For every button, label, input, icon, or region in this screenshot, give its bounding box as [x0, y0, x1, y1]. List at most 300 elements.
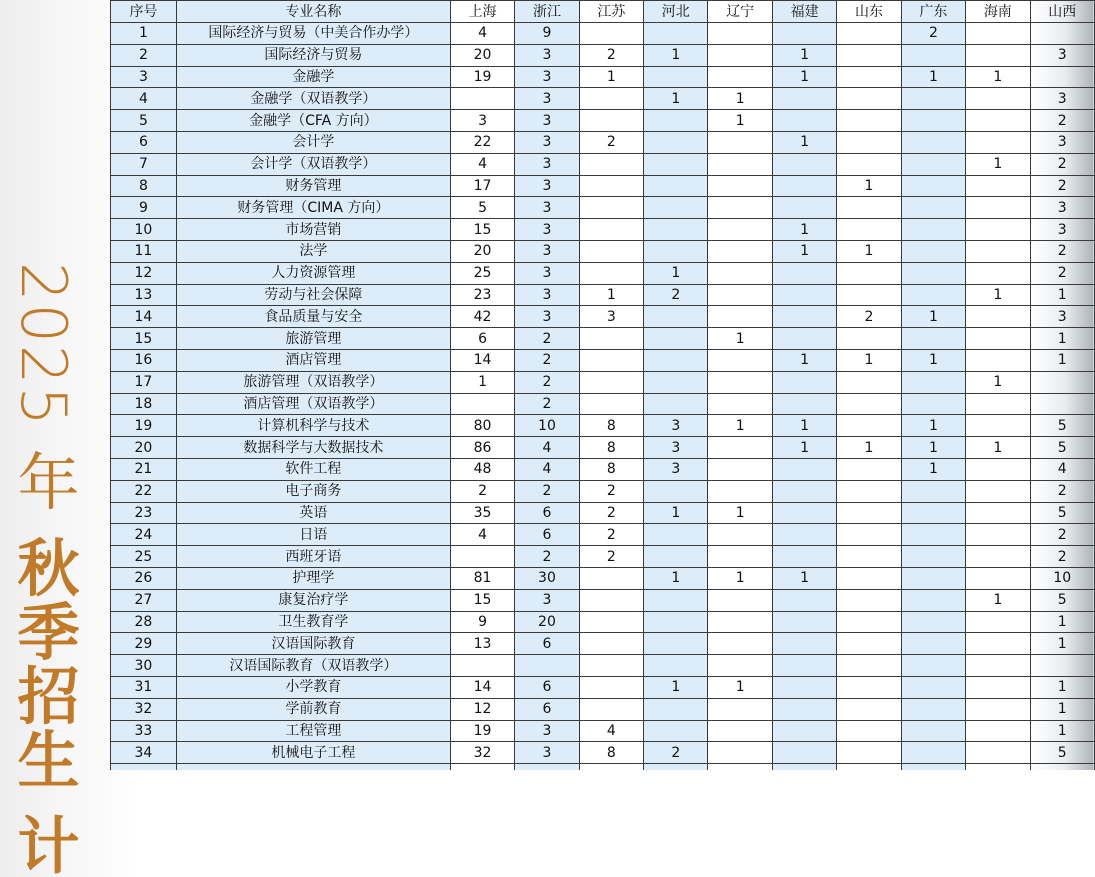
quota-cell [901, 131, 965, 153]
quota-cell: 3 [515, 720, 579, 742]
quota-cell [708, 546, 772, 568]
quota-cell: 6 [515, 676, 579, 698]
major-name-cell: 康复治疗学 [176, 589, 450, 611]
quota-cell [966, 306, 1030, 328]
quota-cell [772, 742, 836, 764]
table-row [111, 546, 1095, 568]
quota-cell: 6 [515, 633, 579, 655]
quota-cell [966, 720, 1030, 742]
quota-cell [837, 219, 901, 241]
quota-cell [579, 328, 643, 350]
quota-cell [837, 328, 901, 350]
quota-cell [837, 742, 901, 764]
quota-cell [901, 262, 965, 284]
quota-cell [579, 110, 643, 132]
quota-cell [644, 219, 708, 241]
quota-cell [837, 720, 901, 742]
quota-cell: 3 [515, 88, 579, 110]
row-index-cell: 33 [111, 720, 177, 742]
quota-cell: 1 [901, 66, 965, 88]
quota-cell [450, 655, 514, 677]
major-name-cell: 数据科学与大数据技术 [176, 437, 450, 459]
column-header: 福建 [772, 1, 836, 23]
quota-cell: 1 [901, 415, 965, 437]
quota-cell: 86 [450, 437, 514, 459]
quota-cell [966, 502, 1030, 524]
major-name-cell: 卫生教育学 [176, 611, 450, 633]
quota-cell: 20 [450, 240, 514, 262]
quota-cell: 80 [450, 415, 514, 437]
quota-cell: 1 [708, 110, 772, 132]
quota-cell: 2 [579, 546, 643, 568]
quota-cell [772, 611, 836, 633]
quota-cell [966, 88, 1030, 110]
quota-cell [708, 66, 772, 88]
quota-cell: 1 [772, 44, 836, 66]
quota-cell [772, 306, 836, 328]
row-index-cell: 21 [111, 458, 177, 480]
major-name-cell: 计算机科学与技术 [176, 415, 450, 437]
quota-cell [644, 240, 708, 262]
major-name-cell: 护理学 [176, 567, 450, 589]
quota-cell [1030, 764, 1094, 770]
quota-cell: 3 [515, 66, 579, 88]
quota-cell [708, 175, 772, 197]
quota-cell: 2 [1030, 110, 1094, 132]
row-index-cell [111, 764, 177, 770]
quota-cell: 23 [450, 284, 514, 306]
major-name-cell: 财务管理 [176, 175, 450, 197]
quota-cell: 1 [901, 306, 965, 328]
quota-cell [708, 633, 772, 655]
quota-cell: 3 [1030, 306, 1094, 328]
quota-cell: 2 [579, 524, 643, 546]
quota-cell: 1 [644, 262, 708, 284]
quota-cell [966, 240, 1030, 262]
quota-cell [772, 698, 836, 720]
quota-cell [579, 698, 643, 720]
row-index-cell: 10 [111, 219, 177, 241]
row-index-cell: 25 [111, 546, 177, 568]
quota-cell [579, 349, 643, 371]
quota-cell [966, 415, 1030, 437]
quota-cell [579, 175, 643, 197]
quota-cell [966, 611, 1030, 633]
row-index-cell: 3 [111, 66, 177, 88]
quota-cell [966, 175, 1030, 197]
quota-cell [837, 589, 901, 611]
table-row [111, 742, 1095, 764]
quota-cell [901, 655, 965, 677]
major-name-cell: 金融学 [176, 66, 450, 88]
quota-cell [837, 480, 901, 502]
quota-cell [901, 175, 965, 197]
quota-cell: 1 [837, 175, 901, 197]
quota-cell [708, 371, 772, 393]
table-row [111, 698, 1095, 720]
quota-cell: 4 [1030, 458, 1094, 480]
quota-cell [837, 764, 901, 770]
quota-cell [579, 676, 643, 698]
major-name-cell: 英语 [176, 502, 450, 524]
quota-cell: 2 [515, 480, 579, 502]
quota-cell [1030, 393, 1094, 415]
major-name-cell: 旅游管理 [176, 328, 450, 350]
row-index-cell: 1 [111, 23, 177, 45]
quota-cell: 35 [450, 502, 514, 524]
major-name-cell: 汉语国际教育 [176, 633, 450, 655]
quota-cell [579, 371, 643, 393]
table-row [111, 197, 1095, 219]
quota-cell [1030, 23, 1094, 45]
quota-cell [772, 633, 836, 655]
quota-cell: 1 [708, 415, 772, 437]
row-index-cell: 20 [111, 437, 177, 459]
quota-cell: 3 [515, 262, 579, 284]
table-row [111, 480, 1095, 502]
quota-cell [708, 284, 772, 306]
table-row [111, 458, 1095, 480]
quota-cell [644, 546, 708, 568]
quota-cell [837, 611, 901, 633]
quota-cell: 19 [450, 720, 514, 742]
quota-cell [772, 764, 836, 770]
quota-cell: 1 [708, 328, 772, 350]
quota-cell [837, 371, 901, 393]
quota-cell [966, 567, 1030, 589]
quota-cell [901, 88, 965, 110]
table-row [111, 131, 1095, 153]
quota-cell [579, 567, 643, 589]
quota-cell [708, 458, 772, 480]
quota-cell: 14 [450, 349, 514, 371]
quota-cell: 3 [515, 44, 579, 66]
column-header: 辽宁 [708, 1, 772, 23]
quota-cell [901, 328, 965, 350]
quota-cell [772, 371, 836, 393]
quota-cell [901, 371, 965, 393]
quota-cell [901, 197, 965, 219]
quota-cell [966, 44, 1030, 66]
quota-cell [901, 502, 965, 524]
quota-cell [644, 306, 708, 328]
quota-cell [644, 589, 708, 611]
quota-cell: 3 [515, 175, 579, 197]
quota-cell: 1 [644, 44, 708, 66]
page-side-title [6, 262, 80, 877]
quota-cell [644, 131, 708, 153]
table-row [111, 66, 1095, 88]
quota-cell [966, 633, 1030, 655]
quota-cell [901, 633, 965, 655]
quota-cell: 10 [1030, 567, 1094, 589]
row-index-cell: 32 [111, 698, 177, 720]
quota-cell [966, 110, 1030, 132]
quota-cell [901, 589, 965, 611]
table-row [111, 240, 1095, 262]
quota-cell: 3 [515, 153, 579, 175]
quota-cell: 4 [515, 437, 579, 459]
row-index-cell: 18 [111, 393, 177, 415]
quota-cell: 1 [644, 567, 708, 589]
quota-cell [708, 589, 772, 611]
quota-cell [966, 698, 1030, 720]
column-header: 浙江 [515, 1, 579, 23]
quota-cell [772, 458, 836, 480]
quota-cell: 1 [644, 502, 708, 524]
quota-cell [644, 698, 708, 720]
quota-cell [837, 262, 901, 284]
quota-cell [837, 633, 901, 655]
quota-cell [901, 480, 965, 502]
quota-cell [966, 349, 1030, 371]
quota-cell: 2 [579, 480, 643, 502]
row-index-cell: 15 [111, 328, 177, 350]
quota-cell: 2 [644, 742, 708, 764]
quota-cell [772, 110, 836, 132]
quota-cell [708, 698, 772, 720]
major-name-cell: 西班牙语 [176, 546, 450, 568]
quota-cell [644, 720, 708, 742]
table-row [111, 611, 1095, 633]
quota-cell [966, 676, 1030, 698]
quota-cell [450, 546, 514, 568]
quota-cell [837, 567, 901, 589]
quota-cell: 2 [515, 546, 579, 568]
quota-cell: 5 [450, 197, 514, 219]
quota-cell: 2 [579, 44, 643, 66]
quota-cell [837, 698, 901, 720]
major-name-cell: 金融学（CFA 方向） [176, 110, 450, 132]
quota-cell: 2 [515, 371, 579, 393]
quota-cell: 2 [579, 502, 643, 524]
table-row [111, 284, 1095, 306]
title-tail: 计 [7, 812, 80, 877]
quota-cell: 9 [450, 611, 514, 633]
table-row [111, 567, 1095, 589]
quota-cell: 3 [515, 197, 579, 219]
quota-cell [1030, 371, 1094, 393]
major-name-cell: 法学 [176, 240, 450, 262]
quota-cell [644, 66, 708, 88]
quota-cell [837, 88, 901, 110]
quota-cell [966, 131, 1030, 153]
quota-cell [966, 23, 1030, 45]
table-row [111, 415, 1095, 437]
quota-cell: 6 [515, 524, 579, 546]
quota-cell: 42 [450, 306, 514, 328]
quota-cell [772, 23, 836, 45]
quota-cell [901, 611, 965, 633]
table-row [111, 88, 1095, 110]
quota-cell [837, 23, 901, 45]
quota-cell [708, 524, 772, 546]
quota-cell: 4 [450, 153, 514, 175]
table-row [111, 175, 1095, 197]
quota-cell [708, 131, 772, 153]
quota-cell: 1 [772, 131, 836, 153]
row-index-cell: 5 [111, 110, 177, 132]
quota-cell: 1 [837, 437, 901, 459]
quota-cell [708, 655, 772, 677]
quota-cell [772, 153, 836, 175]
row-index-cell: 11 [111, 240, 177, 262]
quota-cell: 2 [450, 480, 514, 502]
major-name-cell: 小学教育 [176, 676, 450, 698]
quota-cell: 1 [579, 284, 643, 306]
quota-cell [772, 88, 836, 110]
quota-cell: 2 [901, 23, 965, 45]
quota-cell [837, 458, 901, 480]
quota-cell [644, 655, 708, 677]
row-index-cell: 8 [111, 175, 177, 197]
quota-cell: 8 [579, 437, 643, 459]
quota-cell: 1 [966, 371, 1030, 393]
row-index-cell: 22 [111, 480, 177, 502]
table-row [111, 306, 1095, 328]
quota-cell: 1 [1030, 720, 1094, 742]
quota-cell: 3 [515, 110, 579, 132]
quota-cell: 1 [1030, 284, 1094, 306]
quota-cell: 1 [772, 437, 836, 459]
major-name-cell: 软件工程 [176, 458, 450, 480]
quota-cell [901, 219, 965, 241]
quota-cell [708, 764, 772, 770]
major-name-cell: 国际经济与贸易（中美合作办学） [176, 23, 450, 45]
quota-cell: 1 [772, 240, 836, 262]
quota-cell [966, 742, 1030, 764]
column-header: 江苏 [579, 1, 643, 23]
quota-cell [901, 546, 965, 568]
major-name-cell: 会计学（双语教学） [176, 153, 450, 175]
quota-cell [708, 240, 772, 262]
table-row [111, 720, 1095, 742]
quota-cell: 5 [1030, 415, 1094, 437]
quota-cell: 3 [515, 131, 579, 153]
quota-cell: 1 [1030, 633, 1094, 655]
quota-cell: 3 [515, 284, 579, 306]
quota-cell [708, 480, 772, 502]
quota-cell: 2 [1030, 524, 1094, 546]
quota-cell [1030, 66, 1094, 88]
quota-cell: 25 [450, 262, 514, 284]
quota-cell: 30 [515, 567, 579, 589]
quota-cell [708, 153, 772, 175]
quota-cell: 10 [515, 415, 579, 437]
row-index-cell: 12 [111, 262, 177, 284]
quota-cell [708, 720, 772, 742]
quota-cell [515, 655, 579, 677]
quota-cell: 4 [450, 23, 514, 45]
quota-cell [772, 284, 836, 306]
table-row [111, 764, 1095, 770]
quota-cell [966, 197, 1030, 219]
quota-cell [837, 66, 901, 88]
row-index-cell: 23 [111, 502, 177, 524]
table-row [111, 524, 1095, 546]
quota-cell: 6 [515, 502, 579, 524]
quota-cell [901, 240, 965, 262]
quota-cell: 1 [772, 567, 836, 589]
column-header: 专业名称 [176, 1, 450, 23]
quota-cell [450, 764, 514, 770]
major-name-cell: 市场营销 [176, 219, 450, 241]
column-header: 海南 [966, 1, 1030, 23]
quota-cell: 1 [1030, 328, 1094, 350]
quota-cell: 1 [901, 437, 965, 459]
row-index-cell: 31 [111, 676, 177, 698]
quota-cell [708, 44, 772, 66]
row-index-cell: 27 [111, 589, 177, 611]
quota-cell [966, 655, 1030, 677]
quota-cell: 3 [450, 110, 514, 132]
major-name-cell [176, 764, 450, 770]
quota-cell: 2 [1030, 262, 1094, 284]
quota-cell [772, 393, 836, 415]
quota-cell [579, 262, 643, 284]
quota-cell: 1 [772, 219, 836, 241]
quota-cell [837, 415, 901, 437]
quota-cell [966, 219, 1030, 241]
quota-cell: 13 [450, 633, 514, 655]
quota-cell [901, 110, 965, 132]
quota-cell: 2 [515, 349, 579, 371]
quota-cell [579, 153, 643, 175]
major-name-cell: 财务管理（CIMA 方向） [176, 197, 450, 219]
quota-cell: 14 [450, 676, 514, 698]
quota-cell [579, 764, 643, 770]
quota-cell: 5 [1030, 742, 1094, 764]
quota-cell [837, 524, 901, 546]
quota-cell: 5 [1030, 589, 1094, 611]
quota-cell: 17 [450, 175, 514, 197]
quota-cell [901, 524, 965, 546]
quota-cell: 1 [837, 349, 901, 371]
quota-cell: 2 [1030, 546, 1094, 568]
major-name-cell: 酒店管理 [176, 349, 450, 371]
quota-cell: 1 [708, 567, 772, 589]
table-row [111, 676, 1095, 698]
quota-cell: 1 [966, 589, 1030, 611]
row-index-cell: 24 [111, 524, 177, 546]
quota-cell: 4 [515, 458, 579, 480]
quota-cell: 3 [515, 240, 579, 262]
quota-cell [772, 720, 836, 742]
quota-cell [901, 393, 965, 415]
quota-cell [644, 480, 708, 502]
quota-cell [772, 589, 836, 611]
quota-cell: 32 [450, 742, 514, 764]
quota-cell: 8 [579, 742, 643, 764]
quota-cell: 2 [837, 306, 901, 328]
major-name-cell: 机械电子工程 [176, 742, 450, 764]
quota-cell [644, 328, 708, 350]
column-header: 山东 [837, 1, 901, 23]
quota-cell [966, 458, 1030, 480]
column-header: 河北 [644, 1, 708, 23]
quota-cell [837, 44, 901, 66]
quota-cell [450, 393, 514, 415]
quota-cell [837, 502, 901, 524]
major-name-cell: 金融学（双语教学） [176, 88, 450, 110]
quota-cell [772, 524, 836, 546]
major-name-cell: 工程管理 [176, 720, 450, 742]
row-index-cell: 7 [111, 153, 177, 175]
quota-cell: 1 [708, 676, 772, 698]
quota-cell [772, 197, 836, 219]
quota-cell: 2 [1030, 153, 1094, 175]
quota-cell: 3 [515, 219, 579, 241]
